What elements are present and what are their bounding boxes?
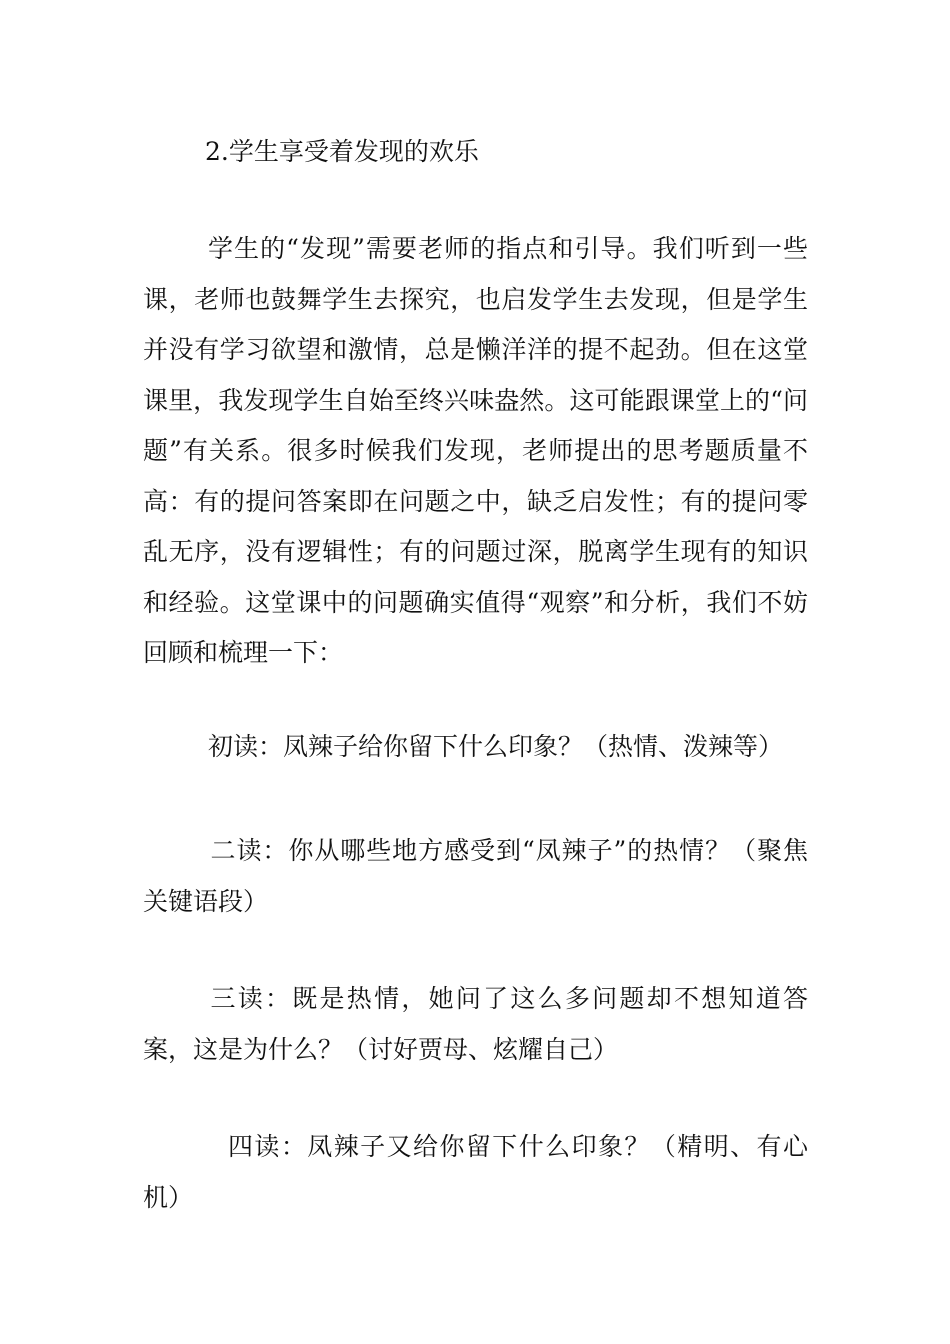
paragraph-third-reading: 三读：既是热情，她问了这么多问题却不想知道答案，这是为什么？（讨好贾母、炫耀自己） [143,984,808,1064]
paragraph-second-reading: 二读：你从哪些地方感受到“凤辣子”的热情？（聚焦关键语段） [143,836,808,916]
paragraph-first-reading: 初读：凤辣子给你留下什么印象？（热情、泼辣等） [208,732,784,761]
section-heading: 2.学生享受着发现的欢乐 [205,137,479,166]
paragraph-fourth-reading: 四读：凤辣子又给你留下什么印象？（精明、有心机） [143,1132,808,1212]
paragraph-intro: 学生的“发现”需要老师的指点和引导。我们听到一些课，老师也鼓舞学生去探究，也启发学生去发现，但是学生并没有学习欲望和激情，总是懒洋洋的提不起劲。但在这堂课里，我发现学生自始至终兴味盎然。这可能跟课堂上的“问题”有关系。很多时候我们发现，老师提出的思考题质量不高：有的提问答案即在问题之中，缺乏启发性；有的提问零乱无序，没有逻辑性；有的问题过深，脱离学生现有的知识和经验。这堂课中的问题确实值得“观察”和分析，我们不妨回顾和梳理一下： [143,234,808,667]
